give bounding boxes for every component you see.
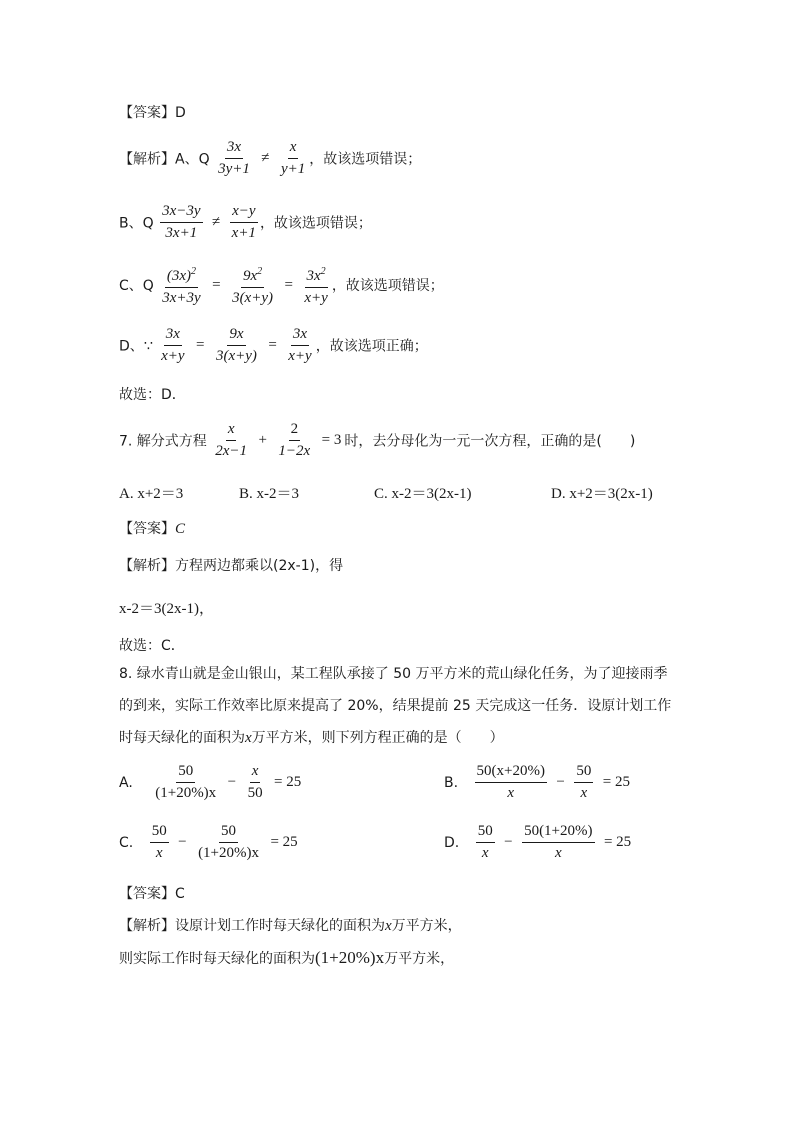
fraction: $\frac{3x^2}{x+y}$	[302, 262, 329, 308]
equals-three: = 3	[321, 432, 342, 448]
analysis-line-b	[119, 202, 372, 243]
question-8-analysis-line-2: 则实际工作时每天绿化的面积为(1+20%)x万平方米，	[119, 948, 455, 967]
question-7-analysis-equation: x-2＝3(2x-1)，	[119, 601, 214, 617]
fraction: $\frac{50}{(1+20\%)x}$	[155, 763, 217, 801]
question-8-stem-line-1: 8. 绿水青山就是金山银山，某工程队承接了 50 万平方米的荒山绿化任务，为了迎接雨季	[119, 666, 668, 682]
fraction: $\frac{9x^2}{3(x+y)}$	[230, 262, 275, 308]
analysis-line-a	[119, 138, 421, 179]
minus-sign: −	[178, 834, 187, 850]
question-7-conclusion: 故选：C．	[119, 638, 185, 654]
question-7-answer: 【答案】C	[119, 521, 186, 537]
equals-25: = 25	[270, 834, 298, 850]
question-8-option-d: D. $\frac{50}{x}$ − $\frac{50(1+20\%)}{x}$ = 25	[444, 823, 632, 861]
fraction: $\frac{3x-3y}{3x+1}$	[162, 203, 201, 241]
equals-sign: =	[268, 337, 277, 353]
neq-sign: ≠	[261, 150, 270, 166]
question-8-option-c: C. $\frac{50}{x}$ − $\frac{50}{(1+20\%)x}$ = 25	[119, 823, 298, 861]
option-c-label: C、Q	[119, 278, 154, 294]
fraction: $\frac{x-y}{x+1}$	[231, 203, 256, 241]
question-7-stem: 7. 解分式方程 $\frac{x}{2x-1}$ + $\frac{2}{1-2x}$ = 3 时，去分母化为一元一次方程，正确的是( )	[119, 421, 636, 459]
answer-line-1	[119, 102, 186, 122]
fraction: $\frac{(3x)^2}{3x+3y}$	[160, 262, 202, 308]
inline-math: (1+20%)x	[315, 948, 385, 967]
fraction: $\frac{9x}{3(x+y)}$	[215, 326, 257, 364]
question-7-analysis: 【解析】方程两边都乘以(2x-1)，得	[119, 558, 344, 574]
fraction: $\frac{50(1+20\%)}{x}$	[524, 823, 593, 861]
question-7-option-c: C. x-2＝3(2x-1)	[374, 486, 472, 502]
option-b-label: B、Q	[119, 215, 154, 232]
neq-sign: ≠	[211, 214, 221, 230]
fraction: $\frac{50}{(1+20\%)x}$	[198, 823, 260, 861]
analysis-line-c	[119, 262, 444, 308]
fraction: $\frac{2}{1-2x}$	[278, 421, 311, 459]
equals-25: = 25	[602, 774, 631, 790]
verdict-text: ，故该选项错误；	[331, 278, 444, 294]
verdict-text: ，故该选项错误；	[259, 215, 372, 232]
verdict-text: ，故该选项正确；	[315, 338, 428, 355]
equals-25: = 25	[603, 834, 632, 850]
minus-sign: −	[504, 834, 513, 850]
option-a-label: A、Q	[175, 151, 210, 168]
fraction: $\frac{50}{x}$	[576, 763, 592, 801]
question-8-option-a: A. $\frac{50}{(1+20\%)x}$ − $\frac{x}{50}$ = 25	[119, 763, 302, 801]
option-d-label: D、∵	[119, 338, 153, 355]
equals-sign: =	[196, 337, 205, 353]
question-8-option-b: B. $\frac{50(x+20\%)}{x}$ − $\frac{50}{x}$ = 25	[444, 763, 631, 801]
fraction: $\frac{50}{x}$	[477, 823, 493, 861]
fraction: $\frac{x}{2x-1}$	[215, 421, 248, 459]
verdict-text: ，故该选项错误；	[309, 151, 422, 168]
conclusion-line: 故选：D．	[119, 387, 186, 403]
minus-sign: −	[556, 774, 565, 790]
question-8-answer: 【答案】C	[119, 886, 185, 902]
fraction: $\frac{3x}{x+y}$	[161, 326, 185, 364]
question-8-stem-line-3: 时每天绿化的面积为x万平方米，则下列方程正确的是（ ）	[119, 730, 504, 746]
fraction: $\frac{x}{50}$	[247, 763, 263, 801]
fraction: $\frac{3x}{3y+1}$	[218, 139, 250, 177]
plus-sign: +	[258, 432, 267, 448]
question-8-stem-line-2: 的到来，实际工作效率比原来提高了 20%，结果提前 25 天完成这一任务．设原计划工作	[119, 698, 672, 714]
question-7-option-b: B. x-2＝3	[239, 486, 300, 502]
fraction: $\frac{50}{x}$	[151, 823, 167, 861]
question-7-option-d: D. x+2＝3(2x-1)	[551, 486, 653, 502]
fraction: $\frac{x}{y+1}$	[280, 139, 306, 177]
equals-25: = 25	[274, 774, 302, 790]
analysis-line-d	[119, 325, 428, 366]
equals-sign: =	[284, 276, 293, 293]
minus-sign: −	[227, 774, 237, 790]
answer-tag: 【答案】	[119, 105, 175, 121]
analysis-tag: 【解析】	[119, 151, 175, 168]
question-7-option-a: A. x+2＝3	[119, 486, 184, 502]
equals-sign: =	[212, 276, 221, 293]
fraction: $\frac{50(x+20\%)}{x}$	[476, 763, 545, 801]
question-8-analysis-line-1: 【解析】设原计划工作时每天绿化的面积为x万平方米，	[119, 918, 462, 934]
fraction: $\frac{3x}{x+y}$	[288, 326, 312, 364]
answer-value: D	[175, 105, 186, 121]
